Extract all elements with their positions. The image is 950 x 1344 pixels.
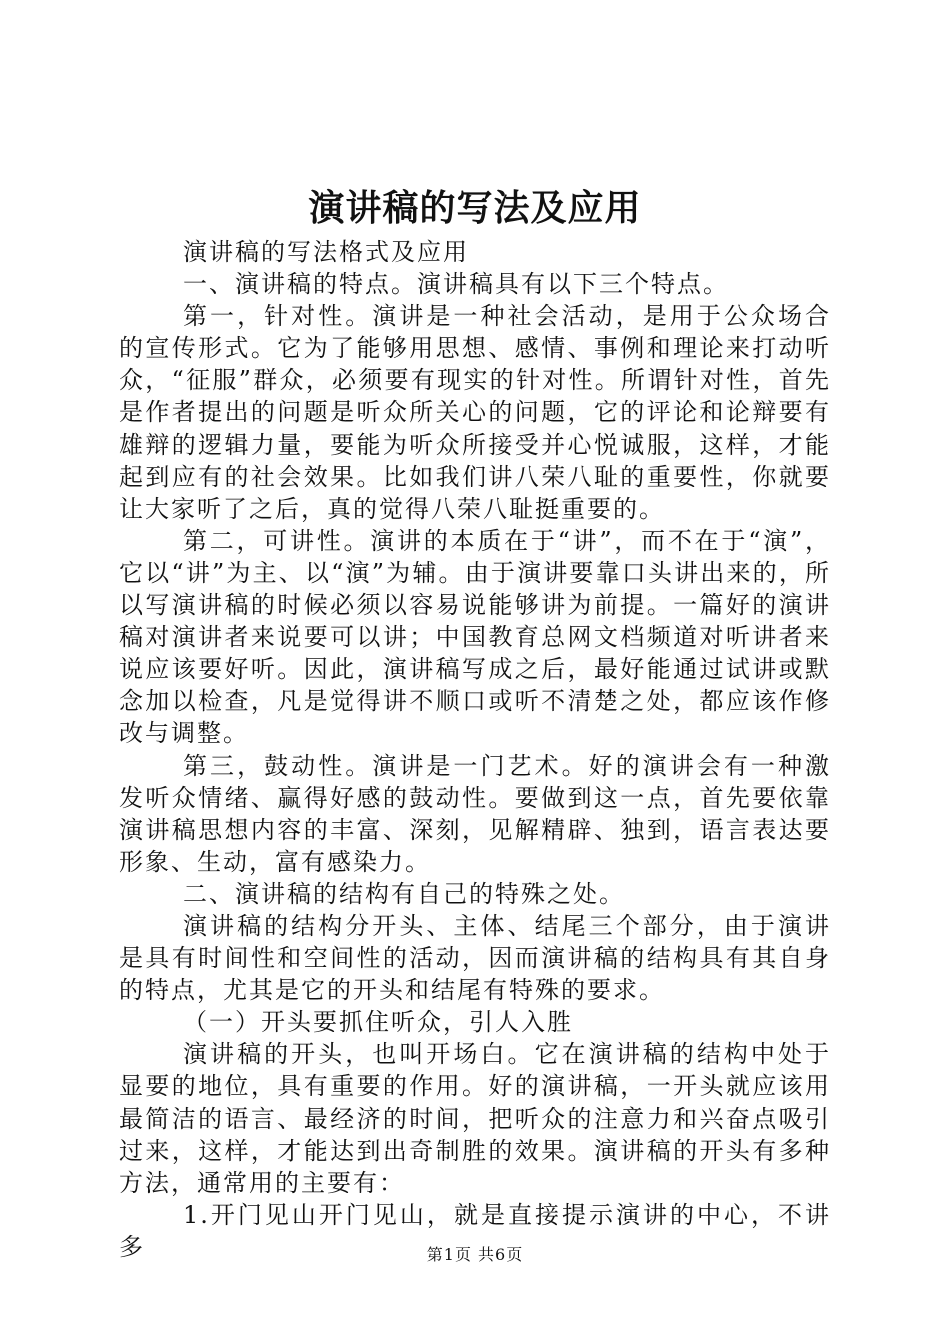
paragraph: 1.开门见山开门见山，就是直接提示演讲的中心，不讲多: [119, 1200, 831, 1261]
page-footer: 第1页 共6页: [426, 1245, 524, 1264]
paragraph: （一）开头要抓住听众，引人入胜: [183, 1008, 573, 1037]
paragraph: 演讲稿的开头，也叫开场白。它在演讲稿的结构中处于显要的地位，具有重要的作用。好的演讲稿，一开头就应该用最简洁的语言、最经济的时间，把听众的注意力和兴奋点吸引过来，这样，才能达到出奇制胜的效果。演讲稿的开头有多种方法，通常用的主要有：: [119, 1040, 831, 1197]
paragraph: 二、演讲稿的结构有自己的特殊之处。: [183, 879, 625, 908]
paragraph: 演讲稿的结构分开头、主体、结尾三个部分，由于演讲是具有时间性和空间性的活动，因而演讲稿的结构具有其自身的特点，尤其是它的开头和结尾有特殊的要求。: [119, 911, 831, 1005]
document-body: [119, 236, 831, 1263]
paragraph: 第一，针对性。演讲是一种社会活动，是用于公众场合的宣传形式。它为了能够用思想、感情、事例和理论来打动听众，“征服”群众，必须要有现实的针对性。所谓针对性，首先是作者提出的问题是听众所关心的问题，它的评论和论辩要有雄辩的逻辑力量，要能为听众所接受并心悦诚服，这样，才能起到应有的社会效果。比如我们讲八荣八耻的重要性，你就要让大家听了之后，真的觉得八荣八耻挺重要的。: [119, 302, 831, 523]
document-title: 演讲稿的写法及应用: [308, 187, 642, 229]
paragraph: 演讲稿的写法格式及应用: [183, 238, 469, 266]
paragraph: 第二，可讲性。演讲的本质在于“讲”，而不在于“演”，它以“讲”为主、以“演”为辅。由于演讲要靠口头讲出来的，所以写演讲稿的时候必须以容易说能够讲为前提。一篇好的演讲稿对演讲者来说要可以讲；中国教育总网文档频道对听讲者来说应该要好听。因此，演讲稿写成之后，最好能通过试讲或默念加以检查，凡是觉得讲不顺口或听不清楚之处，都应该作修改与调整。: [119, 526, 831, 748]
paragraph: 第三，鼓动性。演讲是一门艺术。好的演讲会有一种激发听众情绪、赢得好感的鼓动性。要做到这一点，首先要依靠演讲稿思想内容的丰富、深刻，见解精辟、独到，语言表达要形象、生动，富有感染力。: [119, 751, 831, 876]
paragraph: 一、演讲稿的特点。演讲稿具有以下三个特点。: [183, 270, 729, 299]
